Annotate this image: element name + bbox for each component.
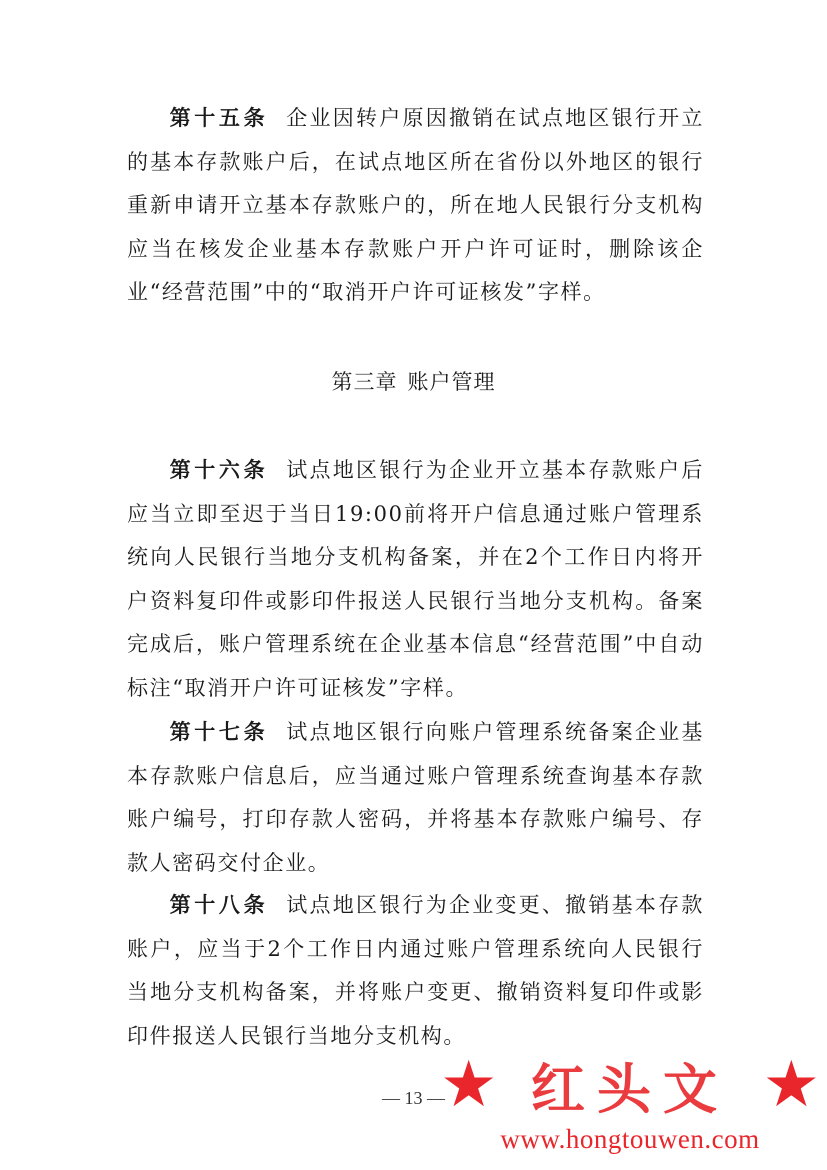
article-text: 企业因转户原因撤销在试点地区银行开立的基本存款账户后，在试点地区所在省份以外地区的银行重新申请开立基本存款账户的，所在地人民银行分支机构应当在核发企业基本存款账户开户许可证时，删除该企业“经营范围”中的“取消开户许可证核发”字样。 [127,106,704,304]
chapter-title: 账户管理 [407,370,496,394]
star-icon: ★ [440,1048,498,1122]
page-number: — 13 — [382,1088,445,1108]
article-text: 试点地区银行为企业变更、撤销基本存款账户，应当于2个工作日内通过账户管理系统向人民银行当地分支机构备案，并将账户变更、撤销资料复印件或影印件报送人民银行当地分支机构。 [127,893,704,1048]
article-number: 第十五条 [169,105,269,130]
article-text: 试点地区银行为企业开立基本存款账户后应当立即至迟于当日19:00前将开户信息通过账户管理系统向人民银行当地分支机构备案，并在2个工作日内将开户资料复印件或影印件报送人民银行当地分支机构。备案完成后，账户管理系统在企业基本信息“经营范围”中自动标注“取消开户许可证核发”字样。 [127,458,704,700]
article-number: 第十六条 [169,457,269,482]
chapter-number: 第三章 [331,370,398,394]
watermark-url: www.hongtouwen.com [500,1124,760,1154]
article-18 [127,883,704,1058]
watermark-title: 红头文 [531,1056,729,1121]
chapter-heading [0,366,827,396]
star-icon: ★ [762,1048,820,1122]
article-text: 试点地区银行向账户管理系统备案企业基本存款账户信息后，应当通过账户管理系统查询基本存款账户编号，打印存款人密码，并将基本存款账户编号、存款人密码交付企业。 [127,720,704,875]
watermark-banner [440,1050,820,1120]
article-number: 第十八条 [169,892,269,917]
article-17 [127,710,704,885]
article-16 [127,448,704,710]
article-15 [127,96,704,315]
article-number: 第十七条 [169,719,269,744]
